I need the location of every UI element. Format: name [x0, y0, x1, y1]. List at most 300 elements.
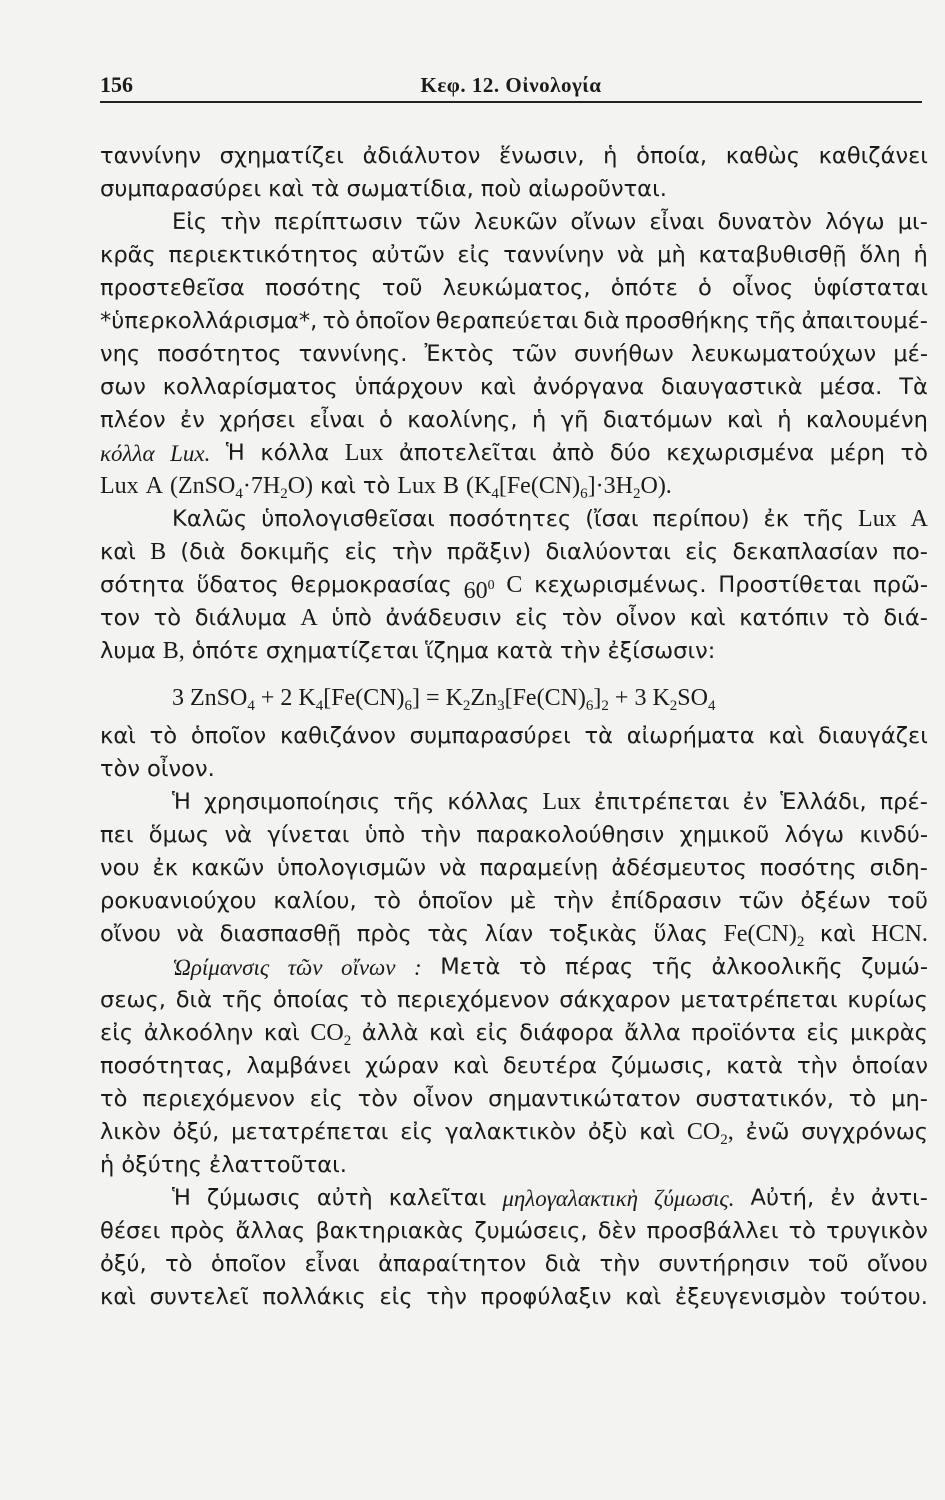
word: τὰ [584, 723, 613, 749]
text-line [100, 984, 928, 1017]
word: σχηματίζεται [265, 638, 419, 664]
text-line [100, 536, 928, 569]
word: εἶναι [309, 407, 365, 433]
text-line [100, 720, 928, 753]
word: ποσότητας, [100, 1053, 233, 1079]
word: παραμείνῃ [479, 855, 599, 881]
word: προστεθεῖσα [100, 275, 245, 301]
word: τὸ [359, 987, 388, 1013]
text-line [100, 819, 928, 852]
word: καλουμένη [805, 407, 928, 433]
word: πο- [892, 539, 928, 565]
word: λυμα [100, 638, 156, 664]
word: διαυγάζει [818, 723, 928, 749]
word: τὸ [848, 1086, 877, 1112]
word: καὶ [100, 723, 136, 749]
word: ὑπάρχουν [354, 374, 464, 400]
word: πρῶ- [872, 572, 928, 598]
word: σεως, [100, 987, 166, 1013]
word: ποσότης [264, 275, 362, 301]
word: δὲν [597, 1218, 637, 1244]
chemical-equation [100, 668, 928, 720]
text-line [100, 1182, 928, 1215]
word: B [442, 473, 459, 499]
word: $CO_2$ [310, 1020, 352, 1049]
word: συστατικόν, [695, 1086, 834, 1112]
word: τὸ [100, 1086, 128, 1112]
word: πρέ- [879, 789, 928, 815]
text-line [100, 140, 928, 173]
word: νης [100, 341, 141, 367]
word: οἶνον [412, 1086, 474, 1112]
text-line [100, 206, 928, 239]
word: νὰ [224, 822, 253, 848]
word: ὁποῖον [355, 308, 431, 334]
word: οἶνον [615, 605, 677, 631]
word: παρακολούθησιν [476, 822, 665, 848]
word: τῆς [802, 506, 845, 532]
word: ἡ [777, 407, 792, 433]
word: οἶνον. [147, 756, 215, 782]
word: δευτέρα [502, 1053, 597, 1079]
word: αἰωροῦνται. [528, 176, 667, 202]
word: καλεῖται [388, 1185, 487, 1211]
word: ὁπότε [191, 638, 259, 664]
word: αὐτῶν [371, 242, 445, 268]
text-line [100, 1083, 928, 1116]
word: Lux [542, 789, 582, 815]
word: ἀλκοόλην [143, 1020, 254, 1046]
word: ἀποτελεῖται [398, 440, 537, 466]
word: ζύμωσις [206, 1185, 301, 1211]
word: σότητα [100, 572, 185, 598]
word: ἄλλας [235, 1218, 306, 1244]
word: χρησιμοποίησις [203, 789, 381, 815]
word: μέσα. [819, 374, 883, 400]
word: ζύμωσις, [611, 1053, 713, 1079]
word: ζυμώσεις, [474, 1218, 588, 1244]
word: εἰς [344, 539, 378, 565]
word: ὕλας [653, 921, 708, 947]
page-header [100, 72, 922, 102]
word: χώραν [365, 1053, 439, 1079]
word: μη- [891, 1086, 928, 1112]
word: εἶναι [649, 209, 705, 235]
word: τὴν [420, 822, 462, 848]
word: μικρὰς [850, 1020, 928, 1046]
word: λίαν [484, 921, 534, 947]
word: τῆς [221, 987, 264, 1013]
word: καὶ [263, 1020, 300, 1046]
word: ταννίνην [503, 242, 605, 268]
word: καὶ [819, 921, 856, 947]
word: ἀπαραίτητον [378, 1251, 527, 1277]
word: τὰς [427, 921, 470, 947]
word: HCN. [871, 921, 928, 947]
word: ὅλη [859, 242, 901, 268]
word: τοῦ [381, 275, 423, 301]
word: συμπαρασύρει [100, 176, 262, 202]
word: ἄλλα [624, 1020, 681, 1046]
word: εἰς [515, 605, 549, 631]
word: συνήθων [574, 341, 674, 367]
word: ὀξὺ [587, 1119, 628, 1145]
text-line [100, 753, 928, 786]
word: A [300, 605, 318, 631]
word: αἰωρήματα [626, 723, 755, 749]
word: εἰς [806, 1020, 840, 1046]
word: διάλυμα [194, 605, 287, 631]
word: τὸ [842, 605, 870, 631]
word: διατόμων [602, 407, 713, 433]
word: λευκώματος, [442, 275, 591, 301]
word: : [414, 955, 422, 980]
text-line [100, 1149, 928, 1182]
word: τὴν [796, 1053, 838, 1079]
word: καὶ [625, 1284, 662, 1310]
word: λόγω [825, 209, 885, 235]
word: κυρίως [847, 987, 928, 1013]
word: μηλογαλακτικὴ [502, 1186, 639, 1211]
word: τὸ [373, 888, 401, 914]
word: καὶ [452, 1053, 489, 1079]
word: Ἡ [225, 440, 245, 466]
word: νου [100, 855, 140, 881]
word: λόγω [784, 822, 845, 848]
word: τὸ [362, 473, 391, 499]
text-line [100, 305, 928, 338]
text-line [100, 635, 928, 668]
word: ἀδέσμευτος [611, 855, 747, 881]
equation-text: 3 ZnSO$_4$ + 2 $K_4[Fe(CN)_6] = K_2Zn_3[Fe(CN)_6]_2 + 3$ $K_2SO_4$ [172, 685, 716, 714]
word: χρήσει [219, 407, 296, 433]
word: ταννίνην [100, 143, 201, 169]
word: οἴνων [340, 955, 396, 980]
word: καὶ [639, 1119, 676, 1145]
word: διὰ [175, 987, 213, 1013]
word: εἰς [457, 242, 491, 268]
word: $Fe(CN)_2$ [723, 921, 805, 950]
word: τὸ [149, 723, 178, 749]
word: ποσότητος [157, 341, 282, 367]
word: λικὸν [100, 1119, 161, 1145]
word: κολλαρίσματος [162, 374, 338, 400]
word: Μετὰ [440, 954, 501, 980]
word: ἐν [742, 789, 768, 815]
word: τὸν [561, 605, 602, 631]
word: τὴν [391, 539, 433, 565]
word: τὴν [426, 1284, 467, 1310]
text-line [100, 1017, 928, 1050]
word: καὶ [689, 605, 726, 631]
word: διάφορα [519, 1020, 614, 1046]
word: ἀνάδευσιν [385, 605, 502, 631]
word: ἡ [603, 143, 618, 169]
word: θερμοκρασίας [290, 572, 452, 598]
word: ὁποίας [272, 987, 350, 1013]
word: εἰς [100, 1020, 134, 1046]
word: ἀλλὰ [361, 1020, 419, 1046]
word: ἐν [180, 407, 205, 433]
text-line [100, 173, 928, 206]
word: μι- [897, 209, 928, 235]
word: εἰς [685, 539, 719, 565]
word: τὴν [559, 638, 601, 664]
word: ὀξύτης [121, 1152, 203, 1178]
text-line [100, 951, 928, 984]
word: τὴν [553, 888, 594, 914]
word: Προστίθεται [718, 572, 862, 598]
word: μετατρέπεται [680, 987, 838, 1013]
word: περιεχόμενον [396, 987, 550, 1013]
word: κεχωρισμένα [666, 440, 815, 466]
word: οἴνου [100, 921, 161, 947]
word: κακῶν [191, 855, 265, 881]
word: σημαντικώτατον [488, 1086, 681, 1112]
word: τῶν [738, 888, 784, 914]
text-line [100, 602, 928, 635]
text-line [100, 885, 928, 918]
word: νὰ [438, 855, 467, 881]
text-line [100, 1248, 928, 1281]
word: δεκαπλασίαν [732, 539, 879, 565]
word: ὑπὸ [331, 605, 372, 631]
text-line [100, 437, 928, 470]
word: ὁπότε [610, 275, 678, 301]
word: τῆς [755, 308, 797, 334]
word: σάκχαρον [559, 987, 671, 1013]
word: κόλλα [100, 441, 155, 466]
word: εἰς [309, 1086, 343, 1112]
word: καὶ [768, 723, 805, 749]
word: σιδη- [869, 855, 928, 881]
word: εἰς [400, 1119, 434, 1145]
word: τρυγικὸν [826, 1218, 928, 1244]
word: ἐνῶ [745, 1119, 790, 1145]
word: πέρας [564, 954, 634, 980]
word: οἴνου [866, 1251, 928, 1277]
word: μὲ [509, 888, 537, 914]
word: ὑπολογισμῶν [277, 855, 426, 881]
word: ἐν [830, 1185, 856, 1211]
word: ἡ [532, 407, 547, 433]
word: ἐκ [763, 506, 790, 532]
word: διὰ [544, 1251, 582, 1277]
word: C [506, 572, 523, 598]
word: $CO_2$, [686, 1119, 734, 1148]
word: πει [100, 822, 134, 848]
word: Lux. [170, 441, 211, 466]
word: καθιζάνον [279, 723, 396, 749]
word: τοῦ [807, 1251, 849, 1277]
word: ἀδιάλυτον [362, 143, 481, 169]
word: τὴν [599, 1251, 641, 1277]
word: ὁποῖον [417, 888, 494, 914]
word: κρᾶς [100, 242, 156, 268]
word: ζυμώ- [861, 954, 928, 980]
word: ὑπολογισθεῖσαι [261, 506, 435, 532]
word: ὀξέων [800, 888, 871, 914]
word: πρᾶξιν) [446, 539, 532, 565]
word: ὁ [378, 407, 393, 433]
word: κατὰ [496, 638, 553, 664]
word: ὑπὸ [364, 822, 406, 848]
word: αὐτὴ [316, 1185, 373, 1211]
word: διαυγαστικὰ [661, 374, 803, 400]
word: Lux [858, 506, 897, 532]
word: ἵζημα [425, 638, 490, 664]
word: καθιζάνει [818, 143, 928, 169]
word: Lux [397, 473, 436, 499]
word: ἐκ [152, 855, 179, 881]
word: διά- [883, 605, 928, 631]
word: λαμβάνει [246, 1053, 351, 1079]
word: (ἴσαι [585, 506, 639, 532]
word: ὀξύ, [100, 1251, 147, 1277]
word: Ἡ [172, 789, 191, 815]
word: τῶν [415, 209, 461, 235]
word: τὸ [322, 308, 350, 334]
word: καὶ [100, 1284, 136, 1310]
word: καολίνης, [407, 407, 518, 433]
word: Αὐτή, [750, 1185, 815, 1211]
word: τὸν [357, 1086, 398, 1112]
word: Τὰ [899, 374, 928, 400]
running-head: Κεφ. 12. Οἰνολογία [420, 73, 602, 97]
word: Ἡ [172, 1185, 191, 1211]
word: καλίου, [273, 888, 357, 914]
text-line [100, 503, 928, 536]
text-line [100, 918, 928, 951]
word: ποσότης [759, 855, 857, 881]
word: (διὰ [180, 539, 226, 565]
word: τὸ [518, 954, 547, 980]
word: τῶν [287, 955, 323, 980]
word: εἰς [379, 1284, 413, 1310]
word: τον [100, 605, 141, 631]
word: $60^0$ [463, 578, 495, 604]
word: συμπαρασύρει [409, 723, 571, 749]
word: διὰ [583, 308, 620, 334]
word: $(ZnSO_4\cdot 7H_2O)$ [170, 473, 314, 502]
word: Ἐκτὸς [424, 341, 495, 367]
text-line [100, 569, 928, 602]
word: Εἰς [172, 209, 208, 235]
text-line [100, 404, 928, 437]
word: θεραπεύεται [435, 308, 579, 334]
word: Καλῶς [172, 506, 248, 532]
word: λευκωματούχων [690, 341, 877, 367]
word: ὑφίσταται [813, 275, 928, 301]
word: ὕδατος [196, 572, 279, 598]
header-rule [100, 101, 922, 103]
word: προσβάλλει [646, 1218, 779, 1244]
word: τῆς [393, 789, 435, 815]
word: χημικοῦ [679, 822, 770, 848]
word: διασπασθῇ [219, 921, 342, 947]
word: καὶ [268, 176, 304, 202]
word: ἕνωσιν, [498, 143, 585, 169]
word: σχηματίζει [219, 143, 344, 169]
word: τὴν [220, 209, 261, 235]
word: τὸ [788, 1218, 816, 1244]
word: τὸ [165, 1251, 193, 1277]
word: καταβυθισθῇ [698, 242, 847, 268]
word: ἀντι- [871, 1185, 928, 1211]
word: ἀπαιτουμέ- [801, 308, 928, 334]
word: Ἑλλάδι, [780, 789, 867, 815]
word: ροκυανιούχου [100, 888, 257, 914]
word: νὰ [176, 921, 205, 947]
word: νὰ [616, 242, 645, 268]
word: περιεχόμενον [142, 1086, 295, 1112]
word: A [145, 473, 164, 499]
word: ὁποίαν [851, 1053, 928, 1079]
word: *ὑπερκολλάρισμα*, [100, 308, 318, 334]
word: περίπου) [652, 506, 750, 532]
word: συντελεῖ [149, 1284, 249, 1310]
word: ὁποία, [636, 143, 708, 169]
word: πολλάκις [262, 1284, 366, 1310]
word: θέσει [100, 1218, 161, 1244]
word: δοκιμῆς [239, 539, 331, 565]
word: ὁποῖον [210, 1251, 287, 1277]
word: καὶ [320, 473, 356, 499]
word: διαλύονται [545, 539, 671, 565]
word: τῶν [511, 341, 557, 367]
word: γαλακτικὸν [445, 1119, 577, 1145]
word: Lux [100, 473, 139, 499]
word: ποσότητες [448, 506, 572, 532]
word: κόλλας [447, 789, 530, 815]
word: καὶ [726, 407, 763, 433]
text-line [100, 239, 928, 272]
word: τούτου. [839, 1284, 928, 1310]
word: ἀνόργανα [532, 374, 645, 400]
word: ἀλκοολικῆς [711, 954, 843, 980]
word: κόλλα [260, 440, 330, 466]
word: καὶ [479, 374, 516, 400]
word: πρὸς [170, 1218, 226, 1244]
word: μέρη [829, 440, 885, 466]
word: κινδύ- [859, 822, 928, 848]
word: τοῦ [887, 888, 928, 914]
text-line [100, 470, 928, 503]
word: B [150, 539, 167, 565]
word: καὶ [100, 539, 136, 565]
word: ποὺ [480, 176, 522, 202]
word: καὶ [429, 1020, 465, 1046]
word: B, [162, 638, 185, 664]
word: τῆς [651, 954, 693, 980]
word: κεχωρισμένως. [534, 572, 707, 598]
body-text [100, 140, 928, 1314]
word: τὸν [100, 756, 141, 782]
text-line [100, 371, 928, 404]
word: ἐπιτρέπεται [593, 789, 730, 815]
word: A [910, 506, 928, 532]
word: λευκῶν [473, 209, 558, 235]
word: σων [100, 374, 146, 400]
word: γίνεται [267, 822, 350, 848]
word: συντήρησιν [658, 1251, 790, 1277]
word: προϊόντα [691, 1020, 796, 1046]
word: ἡ [913, 242, 928, 268]
word: μετατρέπεται [231, 1119, 389, 1145]
word: περίπτωσιν [273, 209, 403, 235]
text-line [100, 1281, 928, 1314]
word: ἀπὸ [552, 440, 595, 466]
